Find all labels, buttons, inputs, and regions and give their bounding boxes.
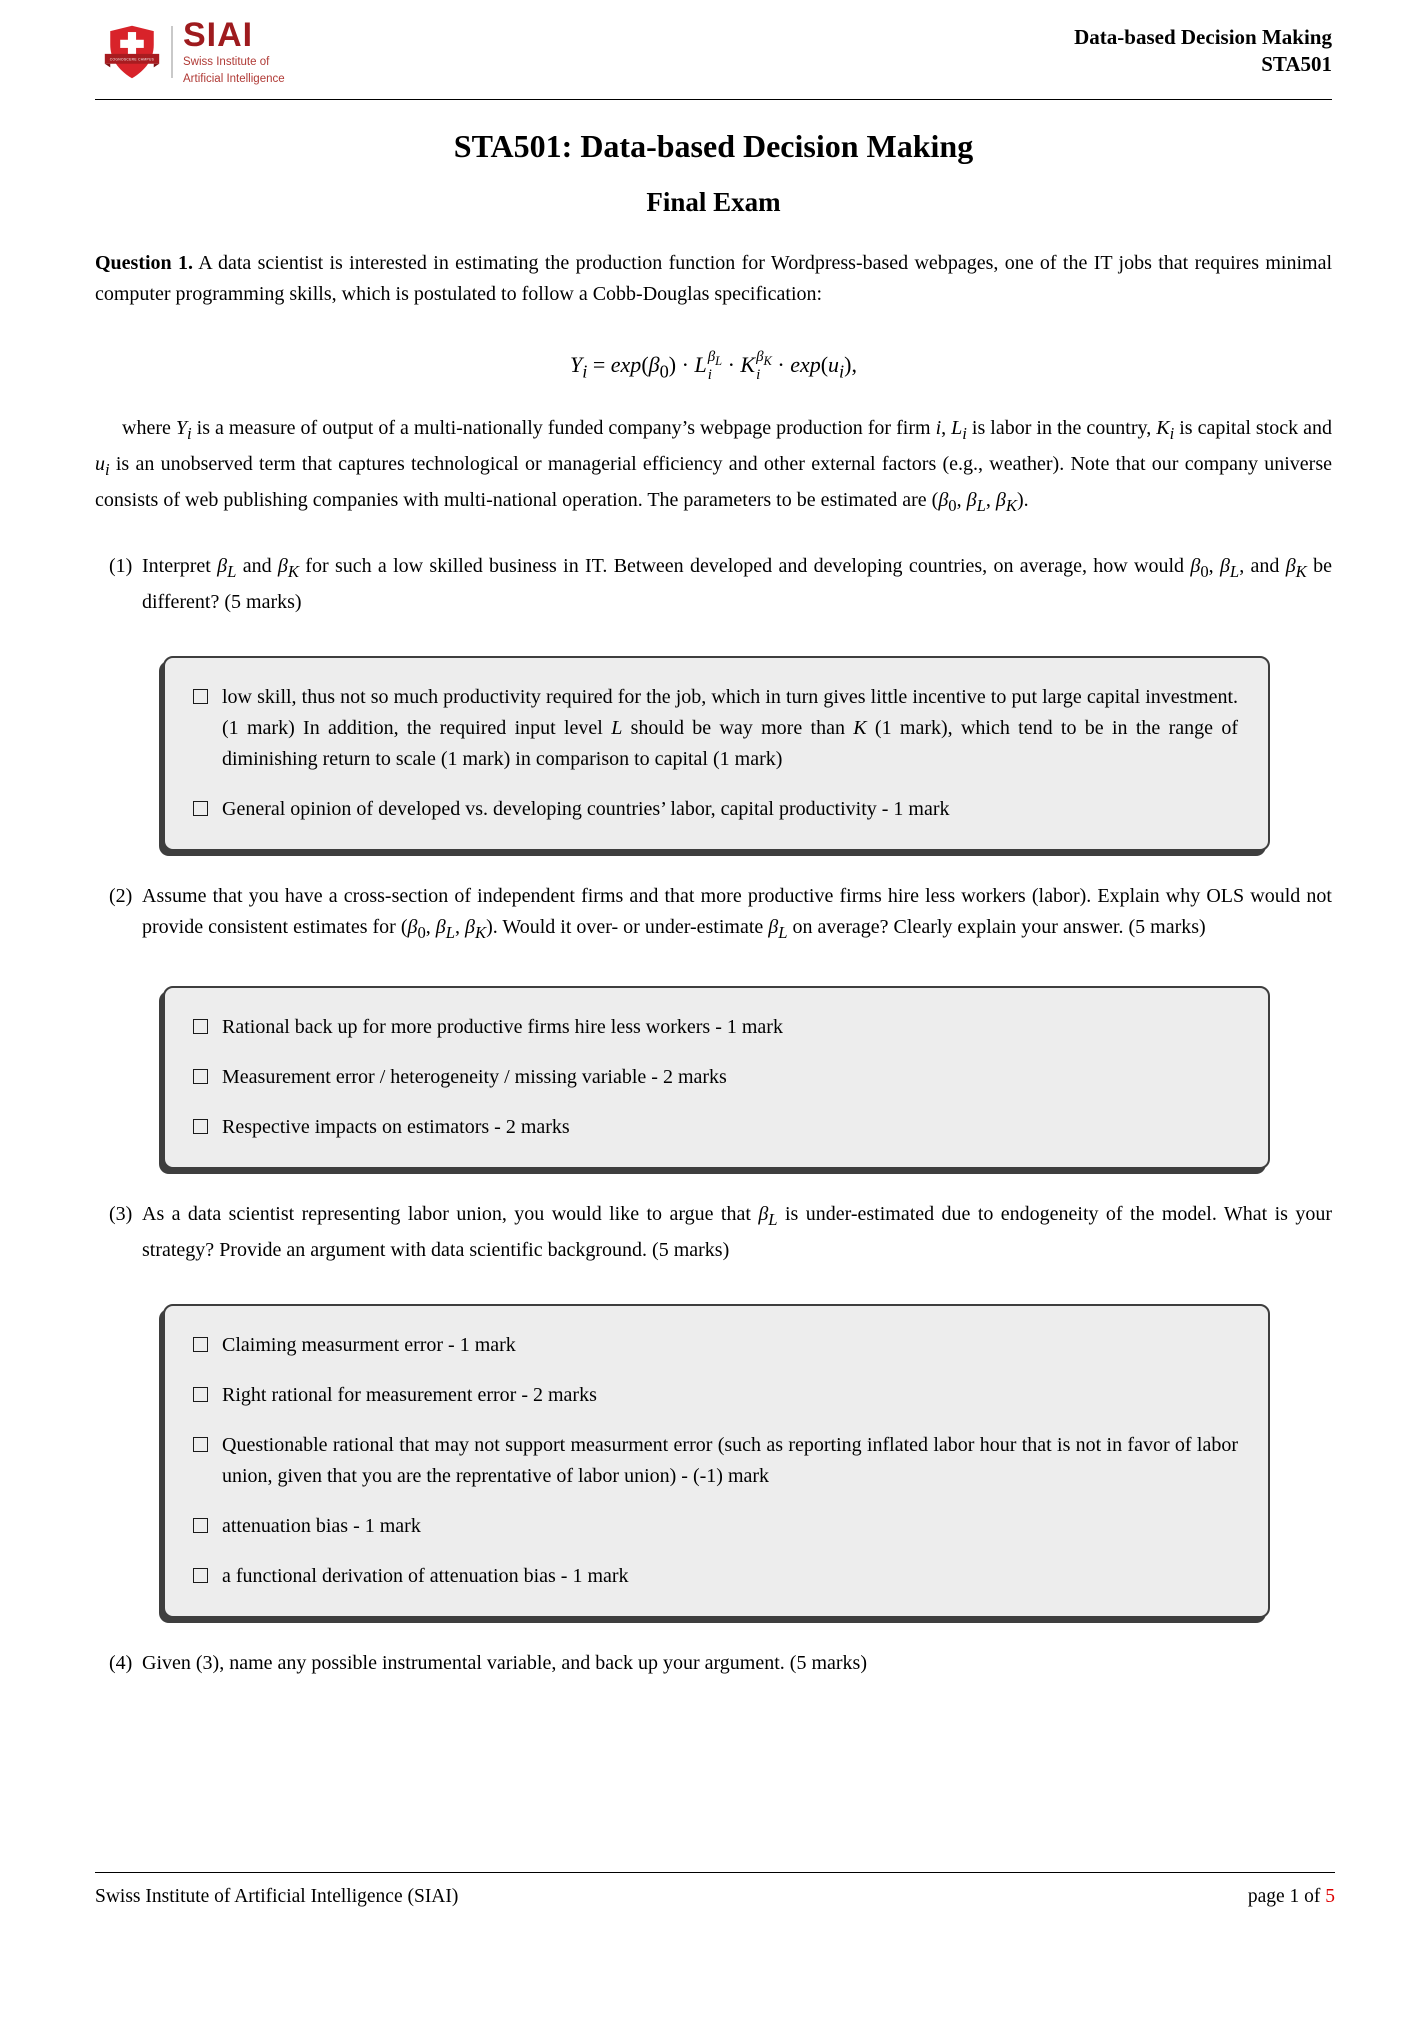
rubric-bullet-text: Right rational for measurement error - 2 marks — [222, 1384, 597, 1407]
checkbox-icon — [193, 1119, 208, 1134]
item-text: Assume that you have a cross-section of independent firms and that more productive firms hire less workers (labor). Explain why OLS would not provide consistent estimates for ($\beta_0$, $\beta_L$, $\beta_K$). Would it over- or under-estimate $\beta_L$ on average? Clearly explain your answer. (5 marks) — [142, 885, 1332, 943]
rubric-bullet — [193, 1561, 1238, 1592]
checkbox-icon — [193, 1019, 208, 1034]
rubric-bullet — [193, 1380, 1238, 1411]
footer-page-number — [1248, 1886, 1335, 1908]
crest-banner-text: COGNOSCERE CAMPUS — [109, 57, 155, 62]
checkbox-icon — [193, 689, 208, 704]
rubric-bullet — [193, 682, 1238, 775]
rubric-bullet-text: Claiming measurment error - 1 mark — [222, 1334, 516, 1357]
production-function-formula: $Y_i = \exp(\beta_0) \cdot L$ $\beta_L$ i · K $\beta_K$ i · $\exp(u_i)$, — [570, 348, 857, 384]
rubric-bullet — [193, 794, 1238, 825]
checkbox-icon — [193, 1518, 208, 1533]
rubric-bullet — [193, 1112, 1238, 1143]
siai-crest-icon — [103, 23, 161, 81]
logo-org-line2: Artificial Intelligence — [183, 73, 285, 86]
logo-divider — [171, 26, 173, 78]
question-item-4 — [95, 1648, 1332, 1679]
item-text: As a data scientist representing labor union, you would like to argue that $\beta_L$ is under-estimated due to endogeneity of the model. What is your strategy? Provide an argument with data scientific background. (5 marks) — [142, 1203, 1332, 1262]
footer-institute: Swiss Institute of Artificial Intelligence (SIAI) — [95, 1886, 459, 1907]
rubric-bullet-text: General opinion of developed vs. developing countries’ labor, capital productivity - 1 mark — [222, 798, 950, 821]
rubric-bullet — [193, 1511, 1238, 1542]
siai-logo — [103, 18, 285, 87]
logo-wordmark: SIAI — [183, 16, 254, 54]
item-number: (3) — [109, 1203, 133, 1226]
rubric-bullet — [193, 1330, 1238, 1361]
checkbox-icon — [193, 1069, 208, 1084]
rubric-bullet-text: Respective impacts on estimators - 2 marks — [222, 1116, 570, 1139]
answer-box-3 — [163, 1304, 1270, 1618]
rubric-bullet — [193, 1062, 1238, 1093]
logo-org-line1: Swiss Institute of — [183, 56, 270, 68]
header-course-code: STA501 — [1261, 52, 1332, 76]
rubric-bullet — [193, 1430, 1238, 1492]
rubric-bullet-text: Rational back up for more productive firms hire less workers - 1 mark — [222, 1016, 783, 1039]
header-course-block — [1074, 18, 1332, 78]
rubric-bullet-text: attenuation bias - 1 mark — [222, 1515, 421, 1538]
rubric-bullet — [193, 1012, 1238, 1043]
checkbox-icon — [193, 1437, 208, 1452]
question-item-1 — [95, 551, 1332, 618]
logo-text — [183, 18, 285, 87]
doc-title: STA501: Data-based Decision Making — [453, 127, 974, 164]
footer-page-total: 5 — [1325, 1886, 1335, 1907]
where-paragraph: where $Y_i$ is a measure of output of a multi-nationally funded company’s webpage production for firm i, $L_i$ is labor in the country, $K_i$ is capital stock and $u_i$ is an unobserved term that captures technological or managerial efficiency and other external factors (e.g., weather). Note that our company universe consists of web publishing companies with multi-national operation. The parameters to be estimated are ($\beta_0$, $\beta_L$, $\beta_K$). — [95, 417, 1332, 516]
answer-box-2 — [163, 986, 1270, 1169]
question-item-2 — [95, 881, 1332, 948]
item-text: Interpret $\beta_L$ and $\beta_K$ for such a low skilled business in IT. Between developed and developing countries, on average, how would $\beta_0$, $\beta_L$, and $\beta_K$ be different? (5 marks) — [142, 555, 1332, 614]
rubric-bullet-text: Questionable rational that may not support measurment error (such as reporting inflated labor hour that is not in favor of labor union, given that you are the reprentative of labor union) - (-1) mark — [222, 1434, 1238, 1488]
checkbox-icon — [193, 1387, 208, 1402]
question-intro — [95, 248, 1332, 310]
item-number: (1) — [109, 555, 133, 578]
answer-box-1 — [163, 656, 1270, 851]
page-header — [95, 0, 1332, 87]
question-item-3 — [95, 1199, 1332, 1266]
question-intro-text: A data scientist is interested in estimating the production function for Wordpress-based webpages, one of the IT jobs that requires minimal computer programming skills, which is postulated to follow a Cobb-Douglas specification: — [95, 251, 1332, 305]
rubric-bullet-text: a functional derivation of attenuation bias - 1 mark — [222, 1565, 629, 1588]
checkbox-icon — [193, 1568, 208, 1583]
item-number: (4) — [109, 1652, 133, 1675]
header-rule — [95, 99, 1332, 100]
checkbox-icon — [193, 1337, 208, 1352]
item-text: Given (3), name any possible instrumental variable, and back up your argument. (5 marks) — [142, 1652, 867, 1675]
footer-page-prefix: page 1 of — [1247, 1886, 1326, 1907]
item-number: (2) — [109, 885, 133, 908]
header-course-title: Data-based Decision Making — [1074, 25, 1332, 49]
rubric-bullet-text: Measurement error / heterogeneity / missing variable - 2 marks — [222, 1066, 727, 1089]
checkbox-icon — [193, 801, 208, 816]
question-label: Question 1. — [95, 251, 194, 274]
rubric-bullet-text: low skill, thus not so much productivity required for the job, which in turn gives little incentive to put large capital investment. (1 mark) In addition, the required input level L should be way more than K (1 mark), which tend to be in the range of diminishing return to scale (1 mark) in comparison to capital (1 mark) — [222, 686, 1238, 771]
page-footer — [95, 1872, 1335, 1908]
doc-subtitle: Final Exam — [646, 186, 781, 217]
